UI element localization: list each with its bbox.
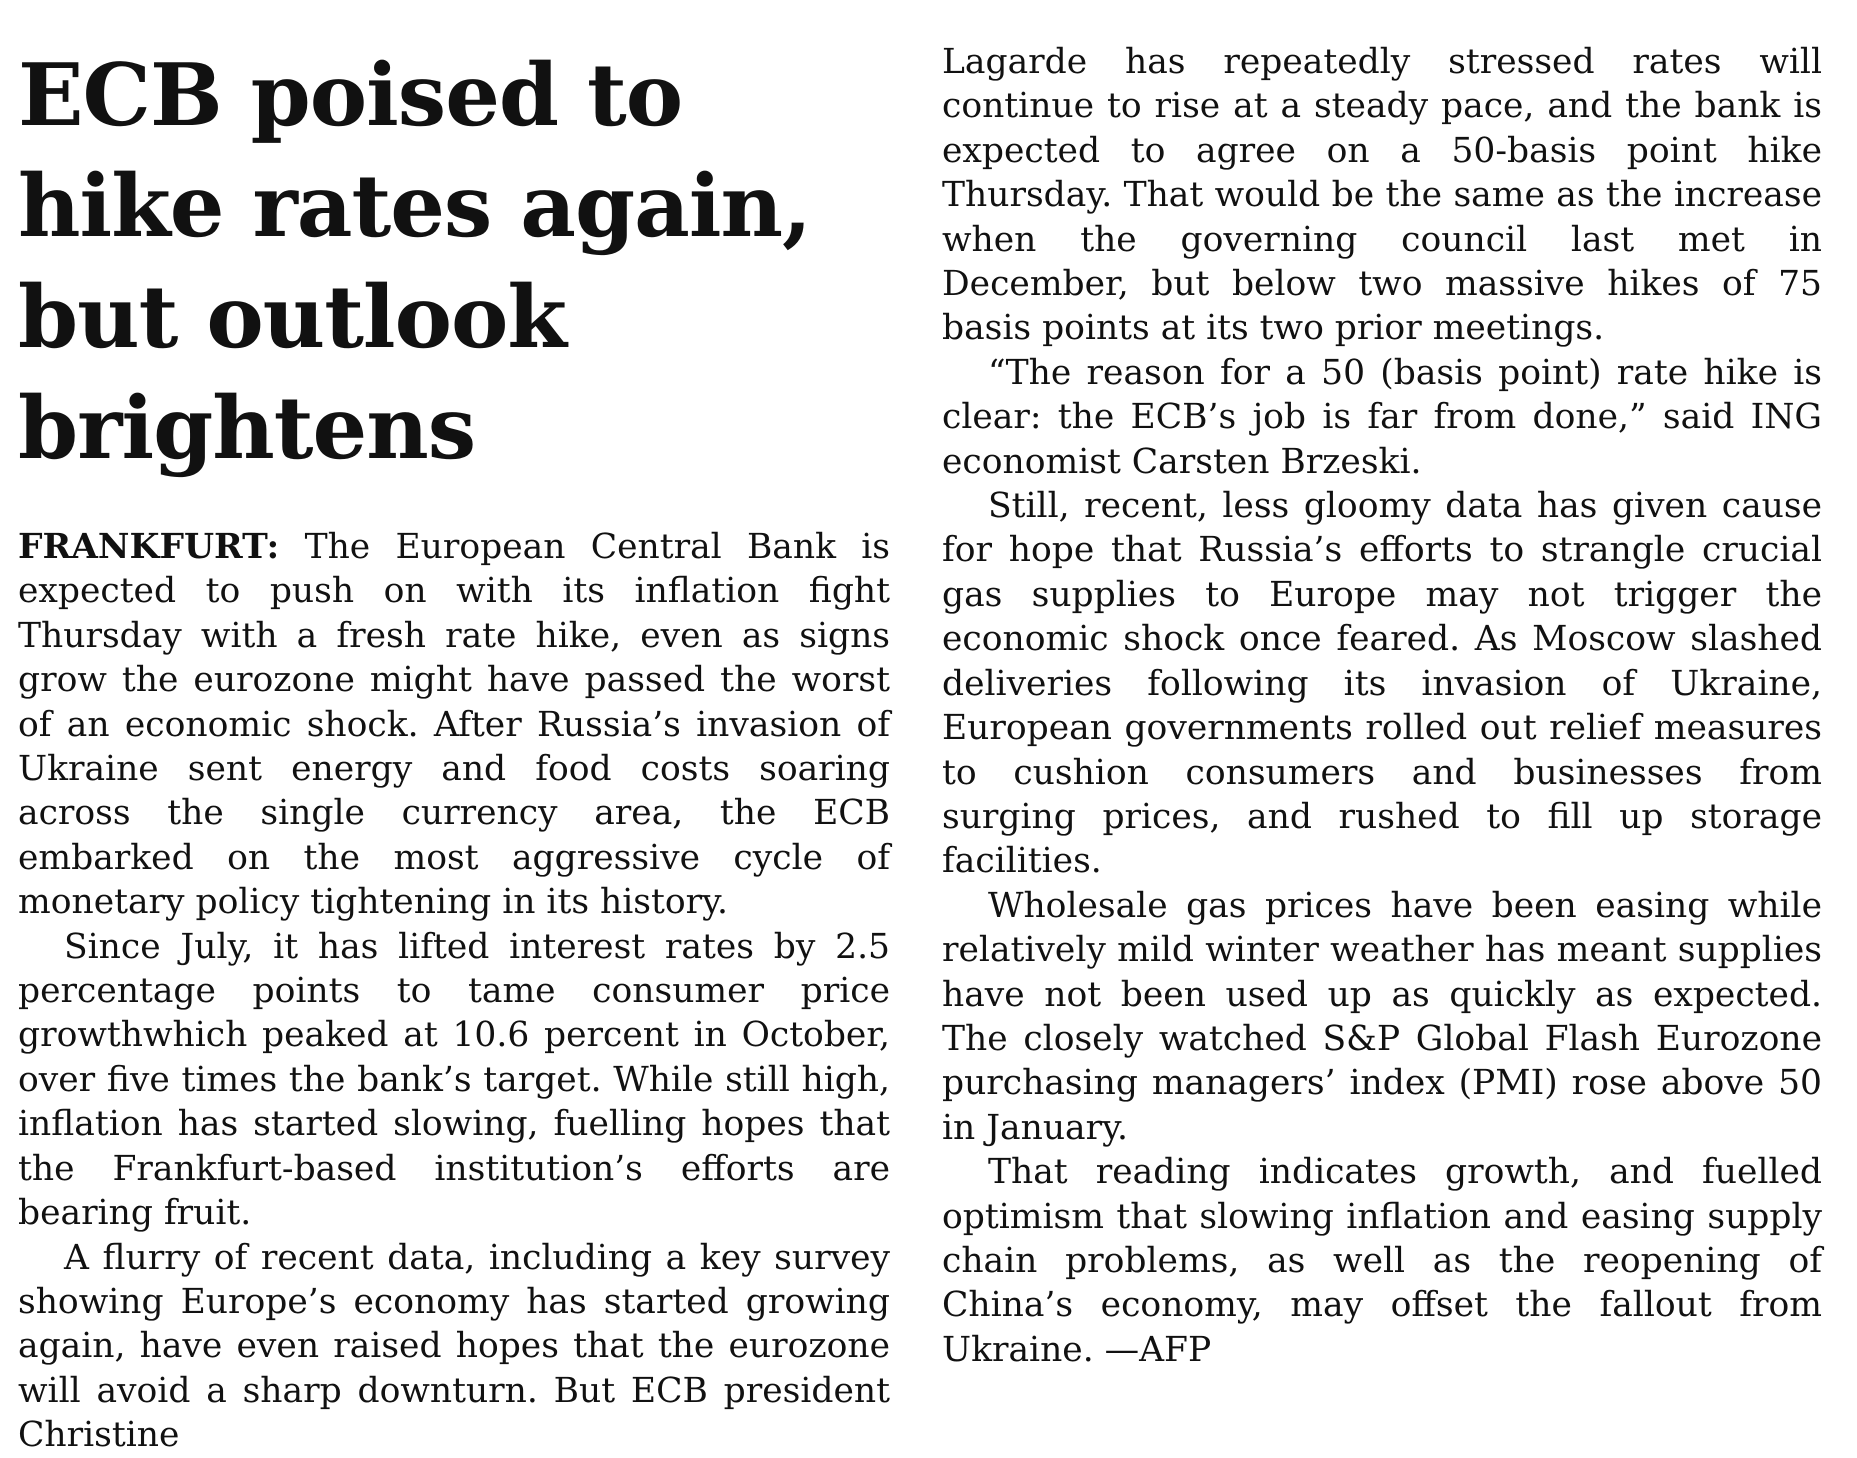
article-paragraph (18, 525, 890, 925)
article-paragraph: Since July, it has lifted interest rates by 2.5 percentage points to tame consumer price growthwhich peaked at 10.6 percent in October, over five times the bank’s target. While still high, inflation has started slowing, fuelling hopes that the Frankfurt-based institution’s efforts are bearing fruit. (18, 926, 890, 1234)
article-paragraph: “The reason for a 50 (basis point) rate hike is clear: the ECB’s job is far from done,” said ING economist Carsten Brzeski. (942, 352, 1822, 482)
article-column-right (942, 40, 1822, 1372)
paragraph-text: The European Central Bank is expected to push on with its inflation fight Thursday with a fresh rate hike, even as signs grow the eurozone might have passed the worst of an economic shock. After Russia’s invasion of Ukraine sent energy and food costs soaring across the single currency area, the ECB embarked on the most aggressive cycle of monetary policy tightening in its history. (18, 527, 891, 923)
article-paragraph: That reading indicates growth, and fuelled optimism that slowing inflation and easing supply chain problems, as well as the reopening of China’s economy, may offset the fallout from Ukraine. —AFP (942, 1152, 1822, 1370)
article-paragraph: A flurry of recent data, including a key survey showing Europe’s economy has started growing again, have even raised hopes that the eurozone will avoid a sharp downturn. But ECB president Christine (18, 1237, 890, 1456)
headline: ECB poised to hike rates again, but outlook brightens (18, 45, 811, 479)
article-paragraph: Lagarde has repeatedly stressed rates will continue to rise at a steady pace, and the bank is expected to agree on a 50-basis point hike Thursday. That would be the same as the increase when the governing council last met in December, but below two massive hikes of 75 basis points at its two prior meetings. (942, 42, 1822, 349)
dateline: FRANKFURT: (18, 527, 280, 567)
article-column-left (18, 40, 890, 1458)
article-paragraph: Wholesale gas prices have been easing while relatively mild winter weather has meant supplies have not been used up as quickly as expected. The closely watched S&P Global Flash Eurozone purchasing managers’ index (PMI) rose above 50 in January. (942, 885, 1822, 1148)
article-paragraph: Still, recent, less gloomy data has given cause for hope that Russia’s efforts to strangle crucial gas supplies to Europe may not trigger the economic shock once feared. As Moscow slashed deliveries following its invasion of Ukraine, European governments rolled out relief measures to cushion consumers and businesses from surging prices, and rushed to fill up storage facilities. (942, 486, 1822, 882)
